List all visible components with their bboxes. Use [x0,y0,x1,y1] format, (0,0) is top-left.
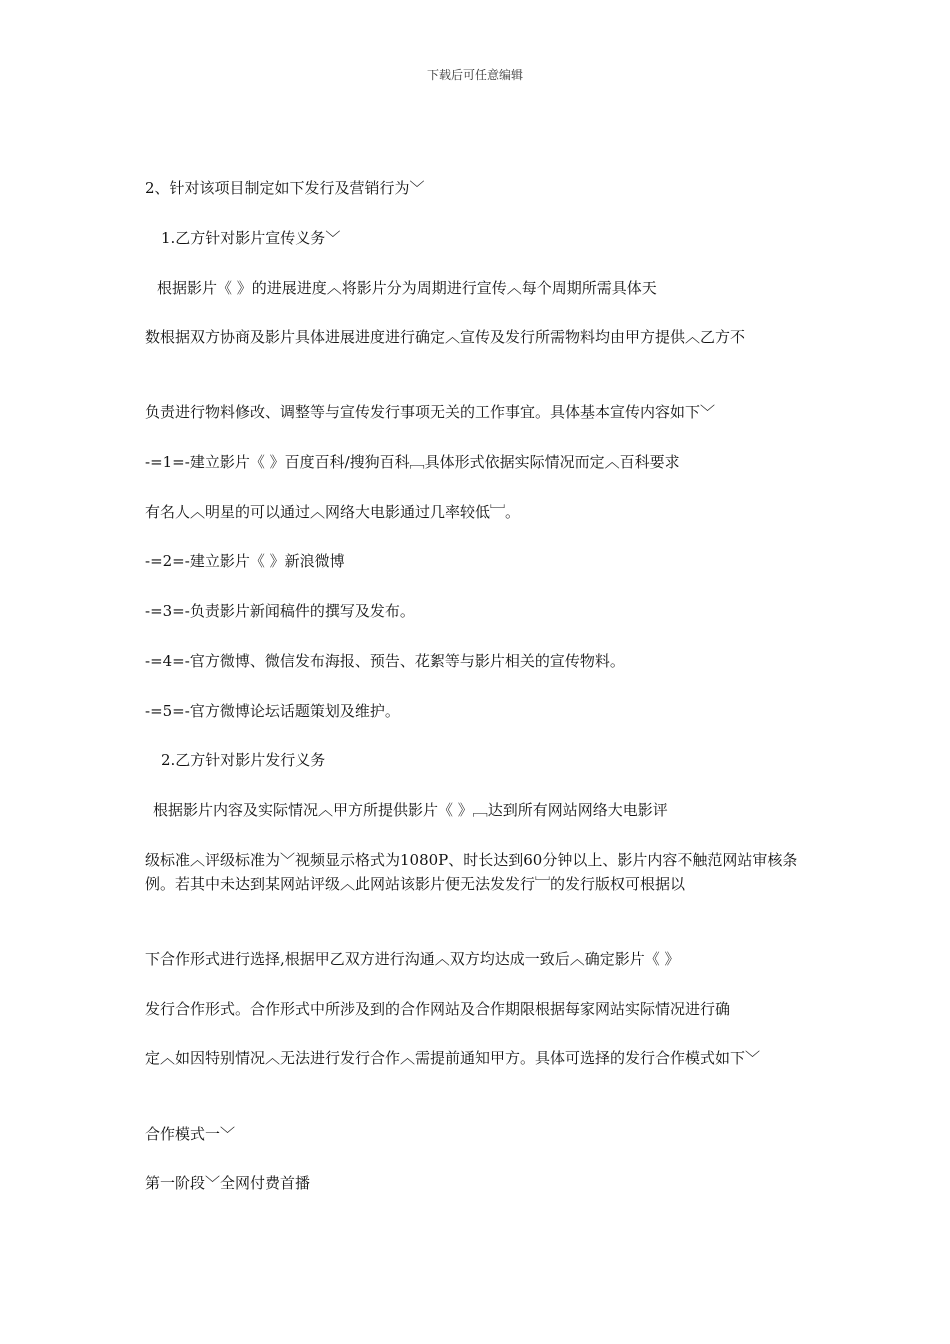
subheading-promotion-obligations: 1.乙方针对影片宣传义务﹀ [161,229,341,247]
paragraph-text: 有名人︿明星的可以通过︿网络大电影通过几率较低﹈。 [145,503,521,521]
paragraph-text: 合作模式一﹀ [145,1125,236,1143]
page-header: 下载后可任意编辑 [426,68,523,82]
paragraph-text: 级标准︿评级标准为﹀视频显示格式为1080P、时长达到60分钟以上、影片内容不触范网站审核条例。若其中未达到某网站评级︿此网站该影片便无法发发行﹈的发行版权可根据以 [145,851,798,893]
paragraph-text: 数根据双方协商及影片具体进展进度进行确定︿宣传及发行所需物料均由甲方提供︿乙方不 [145,328,746,346]
list-item: -=4=-官方微博、微信发布海报、预告、花絮等与影片相关的宣传物料。 [145,652,625,670]
list-item: -=2=-建立影片《 》新浪微博 [145,552,345,570]
paragraph-text: 负责进行物料修改、调整等与宣传发行事项无关的工作事宜。具体基本宣传内容如下﹀ [145,403,716,421]
section-heading-distribution: 2、针对该项目制定如下发行及营销行为﹀ [145,179,425,197]
paragraph-text: 第一阶段﹀全网付费首播 [145,1174,311,1192]
paragraph-text: 根据影片内容及实际情况︿甲方所提供影片《 》﹇达到所有网站网络大电影评 [153,801,668,819]
list-item: -=3=-负责影片新闻稿件的撰写及发布。 [145,602,415,620]
paragraph-text: 发行合作形式。合作形式中所涉及到的合作网站及合作期限根据每家网站实际情况进行确 [145,1000,731,1018]
list-item: -=1=-建立影片《 》百度百科/搜狗百科﹇具体形式依据实际情况而定︿百科要求 [145,453,680,471]
paragraph-text: 定︿如因特别情况︿无法进行发行合作︿需提前通知甲方。具体可选择的发行合作模式如下﹀ [145,1049,761,1067]
paragraph-text: 根据影片《 》的进展进度︿将影片分为周期进行宣传︿每个周期所需具体天 [157,279,657,297]
subheading-distribution-obligations: 2.乙方针对影片发行义务 [161,751,326,769]
list-item: -=5=-官方微博论坛话题策划及维护。 [145,702,400,720]
paragraph-text: 下合作形式进行选择,根据甲乙双方进行沟通︿双方均达成一致后︿确定影片《 》 [145,950,680,968]
